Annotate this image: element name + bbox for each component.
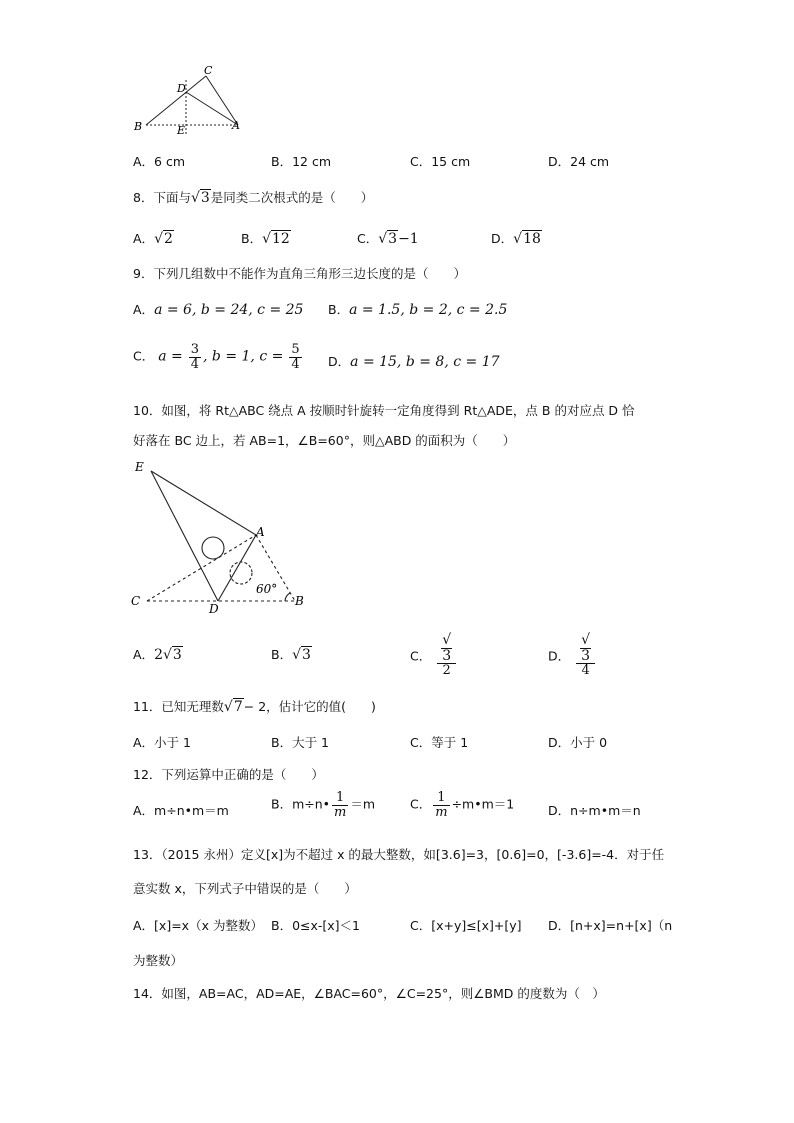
fig10-label-a: A — [256, 525, 265, 539]
q12-option-a: A．m÷n•m＝m — [133, 803, 229, 818]
q12-stem: 12．下列运算中正确的是（ ） — [133, 767, 324, 782]
q7-option-d: D．24 cm — [548, 154, 610, 169]
q13-option-d: D．[n+x]=n+[x]（n — [548, 918, 673, 933]
q12-option-d: D．n÷m•m＝n — [548, 803, 641, 818]
q9-stem: 9．下列几组数中不能作为直角三角形三边长度的是（ ） — [133, 266, 466, 281]
q11-option-d: D．小于 0 — [548, 735, 608, 750]
fig10-label-b: B — [295, 594, 304, 608]
q13-option-b: B．0≤x-[x]＜1 — [271, 918, 361, 933]
fig10-label-angle: 60° — [256, 582, 278, 596]
q10-option-a: A．2√3 — [133, 647, 182, 663]
q13-stem-line2: 意实数 x，下列式子中错误的是（ ） — [133, 881, 357, 896]
q13-option-a: A．[x]=x（x 为整数） — [133, 918, 263, 933]
q8-stem: 8．下面与√3是同类二次根式的是（ ） — [133, 190, 374, 206]
q13-stem-line1: 13．（2015 永州）定义[x]为不超过 x 的最大整数，如[3.6]=3，[0.6]=0，[-3.6]=-4．对于任 — [133, 847, 665, 862]
q9-option-c: C． a = $\frac{3}{4}$ , b = 1, c = $\frac{5}{4}$ — [133, 342, 300, 372]
q13-option-c: C．[x+y]≤[x]+[y] — [410, 918, 522, 933]
figure-q10 — [125, 455, 325, 615]
fig10-label-c: C — [131, 594, 141, 608]
q13-option-d-continued: 为整数） — [133, 953, 184, 968]
q8-option-b: B．√12 — [241, 231, 290, 247]
fig7-label-d: D — [177, 82, 186, 95]
fig7-label-a: A — [232, 119, 240, 132]
q11-stem: 11．已知无理数√7− 2，估计它的值( ) — [133, 699, 376, 715]
fig7-label-b: B — [134, 120, 143, 133]
q12-option-b: B．m÷n• $\frac{1}{m}$ ＝m — [271, 790, 376, 820]
q14-stem: 14．如图，AB=AC，AD=AE，∠BAC=60°，∠C=25°，则∠BMD 的度数为（ ） — [133, 986, 605, 1001]
q11-option-a: A．小于 1 — [133, 735, 191, 750]
q7-option-b: B．12 cm — [271, 154, 332, 169]
figure-q7 — [130, 62, 250, 138]
q10-option-d: D． √ 3 4 — [548, 633, 597, 678]
q8-option-d: D．√18 — [491, 231, 541, 247]
q8-option-c: C．√3−1 — [357, 231, 419, 247]
q9-option-d: D．a = 15, b = 8, c = 17 — [328, 354, 500, 370]
q10-option-b: B．√3 — [271, 647, 311, 663]
q9-option-a: A．a = 6, b = 24, c = 25 — [133, 302, 304, 318]
q10-stem-line1: 10．如图，将 Rt△ABC 绕点 A 按顺时针旋转一定角度得到 Rt△ADE，点 B 的对应点 D 恰 — [133, 403, 635, 418]
fig10-label-e: E — [135, 460, 144, 474]
q8-option-a: A．√2 — [133, 231, 173, 247]
q10-option-c: C． √ 3 2 — [410, 633, 458, 678]
fig7-label-e: E — [177, 124, 186, 137]
q9-option-b: B．a = 1.5, b = 2, c = 2.5 — [328, 302, 508, 318]
q10-stem-line2: 好落在 BC 边上，若 AB=1，∠B=60°，则△ABD 的面积为（ ） — [133, 433, 516, 448]
q7-option-a: A．6 cm — [133, 154, 186, 169]
fig10-label-d: D — [209, 602, 219, 615]
q12-option-c: C． $\frac{1}{m}$ ÷m•m＝1 — [410, 790, 515, 820]
fig7-label-c: C — [204, 64, 213, 77]
q7-option-c: C．15 cm — [410, 154, 471, 169]
q11-option-c: C．等于 1 — [410, 735, 469, 750]
q11-option-b: B．大于 1 — [271, 735, 330, 750]
